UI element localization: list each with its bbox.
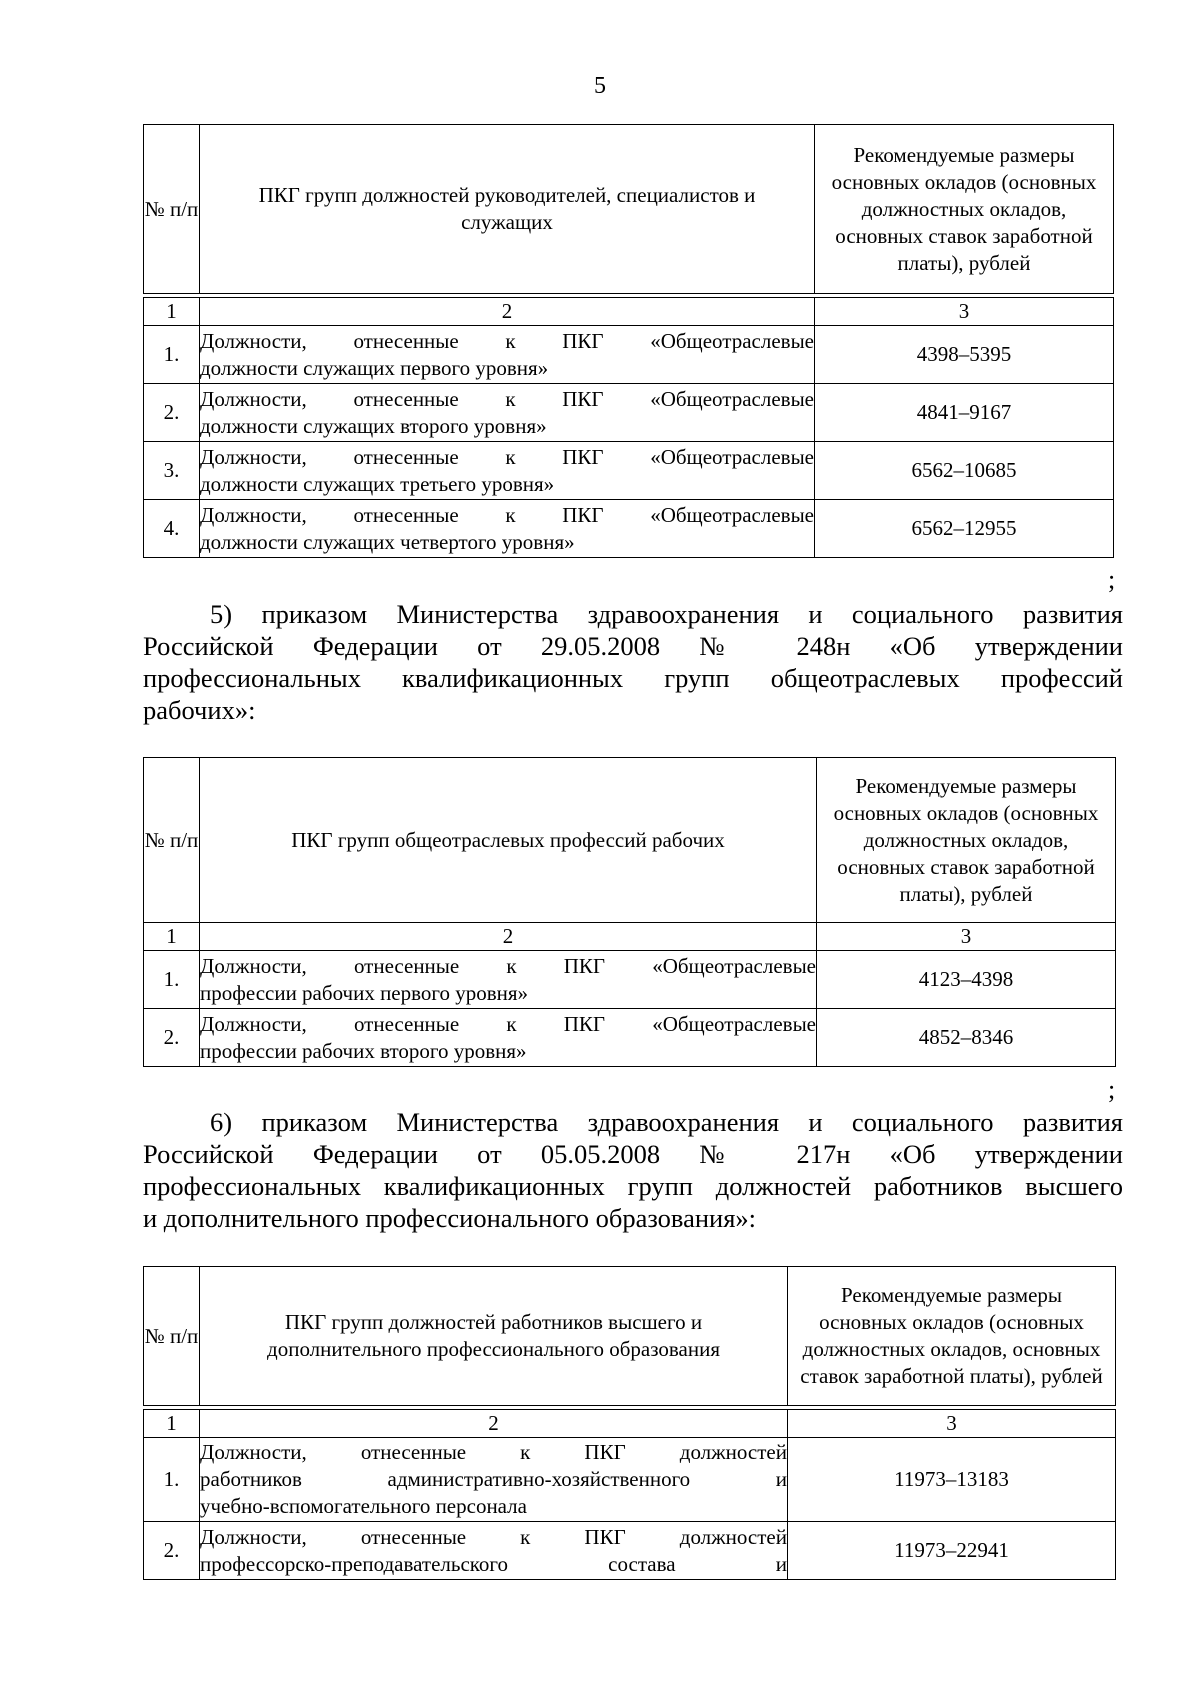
col-num-3: 3 <box>788 1410 1116 1438</box>
row-desc: Должности, отнесенные к ПКГ «Общеотраслевые профессии рабочих первого уровня» <box>200 951 817 1009</box>
para-line: Российской Федерации от 05.05.2008 № 217н «Об утверждении <box>143 1139 1123 1169</box>
salary-table-office-staff <box>143 124 1114 558</box>
col-num-2: 2 <box>200 298 815 326</box>
table-row <box>144 951 1116 1009</box>
header-num: № п/п <box>144 125 200 294</box>
row-num: 2. <box>144 1522 200 1580</box>
table-row <box>144 1522 1116 1580</box>
header-salary: Рекомендуемые размеры основных окладов (основных должностных окладов, основных ставок заработной платы), рублей <box>815 125 1114 294</box>
paragraph-6 <box>143 1106 1123 1234</box>
row-desc: Должности, отнесенные к ПКГ «Общеотраслевые должности служащих третьего уровня» <box>200 442 815 500</box>
header-num: № п/п <box>144 758 200 923</box>
header-salary: Рекомендуемые размеры основных окладов (основных должностных окладов, основных ставок заработной платы), рублей <box>817 758 1116 923</box>
row-desc: Должности, отнесенные к ПКГ «Общеотраслевые должности служащих четвертого уровня» <box>200 500 815 558</box>
header-name: ПКГ групп общеотраслевых профессий рабочих <box>200 758 817 923</box>
salary-table-higher-education <box>143 1266 1116 1580</box>
row-salary: 11973–13183 <box>788 1438 1116 1522</box>
row-salary: 4841–9167 <box>815 384 1114 442</box>
header-name: ПКГ групп должностей работников высшего и дополнительного профессионального образования <box>200 1267 788 1406</box>
para-line: и дополнительного профессионального образования»: <box>143 1203 757 1233</box>
column-number-row <box>144 923 1116 951</box>
row-num: 1. <box>144 951 200 1009</box>
table-row <box>144 384 1114 442</box>
row-desc: Должности, отнесенные к ПКГ «Общеотраслевые профессии рабочих второго уровня» <box>200 1009 817 1067</box>
row-salary: 6562–10685 <box>815 442 1114 500</box>
row-salary: 4123–4398 <box>817 951 1116 1009</box>
row-num: 2. <box>144 1009 200 1067</box>
row-salary: 4852–8346 <box>817 1009 1116 1067</box>
row-desc: Должности, отнесенные к ПКГ «Общеотраслевые должности служащих первого уровня» <box>200 326 815 384</box>
table-row <box>144 326 1114 384</box>
col-num-3: 3 <box>817 923 1116 951</box>
table-header-row <box>144 1267 1116 1406</box>
row-num: 1. <box>144 1438 200 1522</box>
para-line: 5) приказом Министерства здравоохранения и социального развития <box>210 599 1123 629</box>
para-line: рабочих»: <box>143 695 256 725</box>
col-num-1: 1 <box>144 1410 200 1438</box>
table-row <box>144 500 1114 558</box>
page-number: 5 <box>594 73 606 99</box>
row-num: 4. <box>144 500 200 558</box>
row-num: 2. <box>144 384 200 442</box>
table-header-row <box>144 758 1116 923</box>
para-line: Российской Федерации от 29.05.2008 № 248н «Об утверждении <box>143 631 1123 661</box>
row-num: 1. <box>144 326 200 384</box>
row-salary: 4398–5395 <box>815 326 1114 384</box>
table-row <box>144 442 1114 500</box>
table-header-row <box>144 125 1114 294</box>
header-num: № п/п <box>144 1267 200 1406</box>
row-num: 3. <box>144 442 200 500</box>
column-number-row <box>144 298 1114 326</box>
col-num-1: 1 <box>144 298 200 326</box>
row-salary: 11973–22941 <box>788 1522 1116 1580</box>
para-line: профессиональных квалификационных групп общеотраслевых профессий <box>143 663 1123 693</box>
para-line: 6) приказом Министерства здравоохранения и социального развития <box>210 1107 1123 1137</box>
col-num-3: 3 <box>815 298 1114 326</box>
row-desc: Должности, отнесенные к ПКГ должностей профессорско-преподавательского состава и <box>200 1522 788 1580</box>
table-row <box>144 1438 1116 1522</box>
col-num-1: 1 <box>144 923 200 951</box>
col-num-2: 2 <box>200 1410 788 1438</box>
row-salary: 6562–12955 <box>815 500 1114 558</box>
salary-table-workers <box>143 757 1116 1067</box>
paragraph-5 <box>143 598 1123 726</box>
column-number-row <box>144 1410 1116 1438</box>
row-desc: Должности, отнесенные к ПКГ «Общеотраслевые должности служащих второго уровня» <box>200 384 815 442</box>
header-name: ПКГ групп должностей руководителей, специалистов и служащих <box>200 125 815 294</box>
col-num-2: 2 <box>200 923 817 951</box>
header-salary: Рекомендуемые размеры основных окладов (основных должностных окладов, основных ставок заработной платы), рублей <box>788 1267 1116 1406</box>
row-desc: Должности, отнесенные к ПКГ должностей работников административно-хозяйственного и учебно-вспомогательного персонала <box>200 1438 788 1522</box>
semicolon: ; <box>1108 1075 1116 1104</box>
para-line: профессиональных квалификационных групп должностей работников высшего <box>143 1171 1123 1201</box>
semicolon: ; <box>1108 565 1116 594</box>
table-row <box>144 1009 1116 1067</box>
